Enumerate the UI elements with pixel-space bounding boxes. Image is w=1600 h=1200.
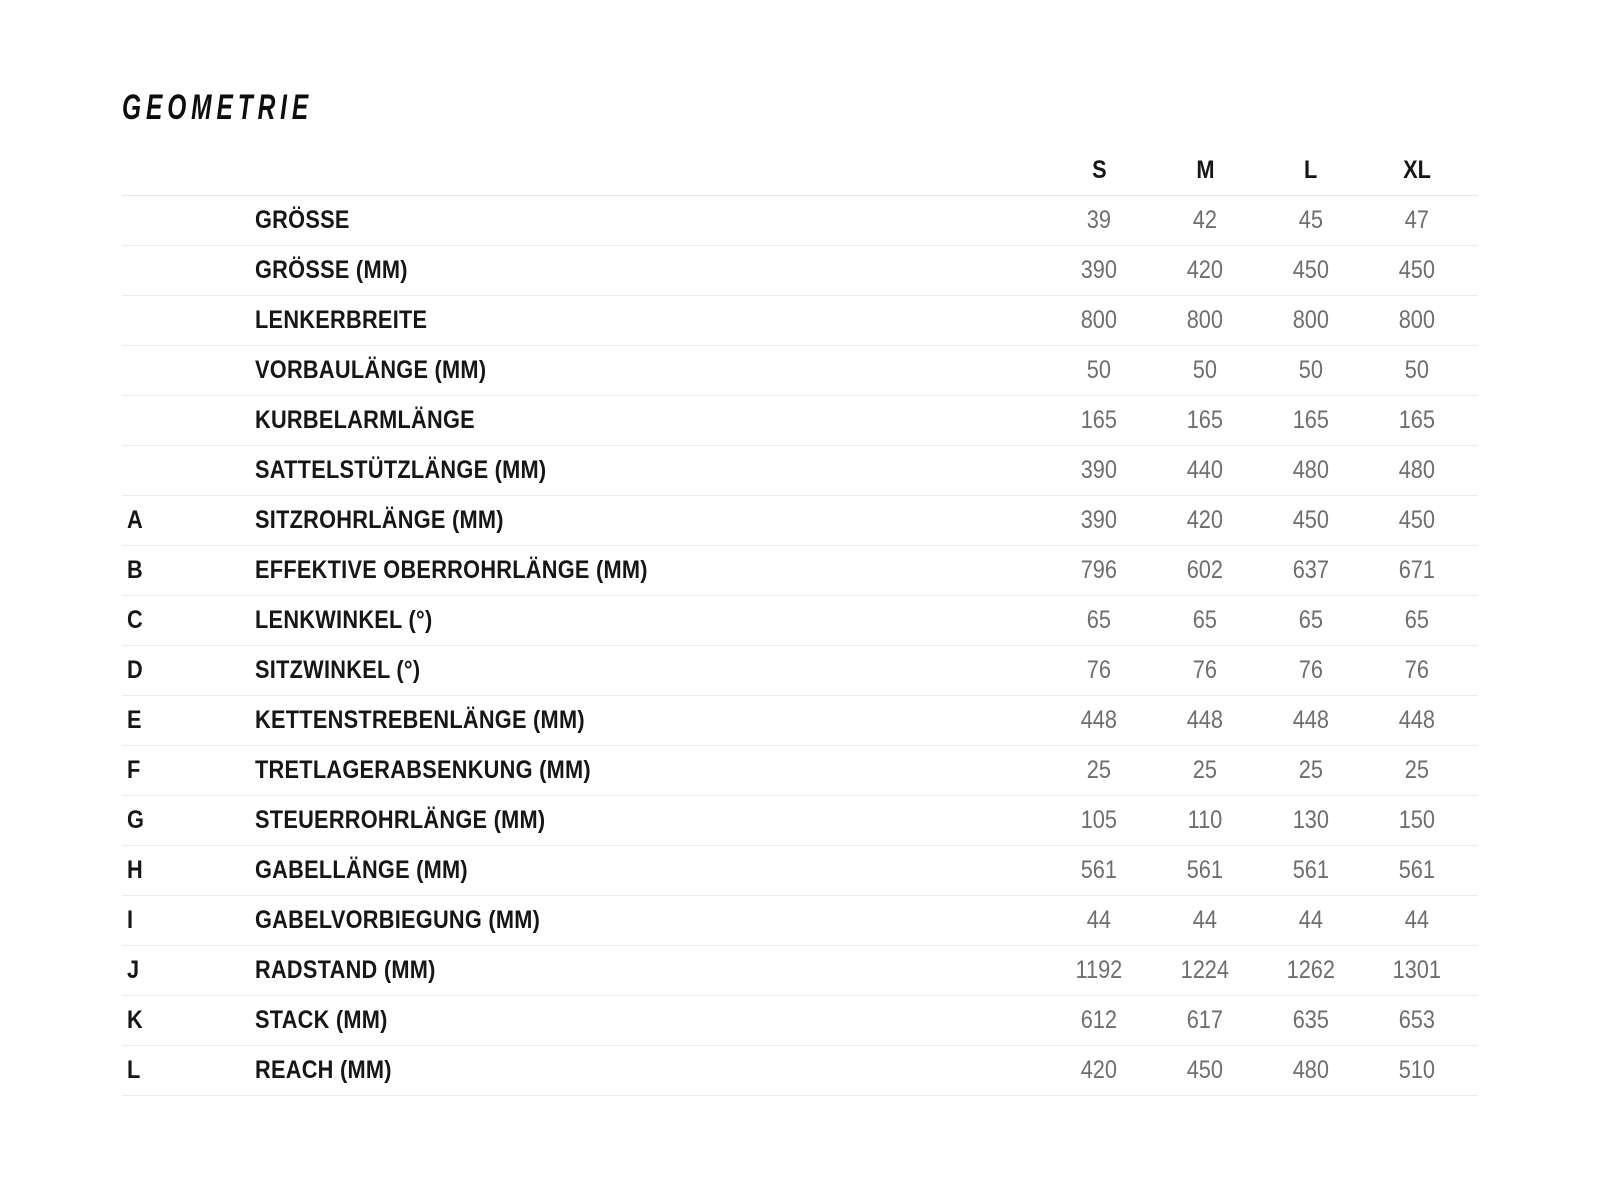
cell-value-l bbox=[1258, 706, 1364, 735]
cell-value-l-text: 165 bbox=[1292, 406, 1330, 434]
cell-value-s-text: 420 bbox=[1080, 1056, 1118, 1084]
cell-value-s bbox=[1046, 506, 1152, 535]
column-header-l bbox=[1258, 156, 1364, 185]
cell-value-xl bbox=[1364, 406, 1470, 435]
cell-value-m-text: 44 bbox=[1192, 906, 1218, 934]
row-letter bbox=[122, 306, 255, 335]
row-label bbox=[255, 256, 1046, 285]
row-letter bbox=[122, 956, 255, 985]
cell-value-l bbox=[1258, 556, 1364, 585]
row-label bbox=[255, 406, 1046, 435]
cell-value-m-text: 602 bbox=[1186, 556, 1224, 584]
cell-value-xl bbox=[1364, 956, 1470, 985]
row-letter-text: F bbox=[127, 756, 141, 784]
cell-value-m bbox=[1152, 956, 1258, 985]
cell-value-m-text: 50 bbox=[1192, 356, 1218, 384]
cell-value-xl bbox=[1364, 1056, 1470, 1085]
cell-value-m bbox=[1152, 656, 1258, 685]
table-row bbox=[122, 946, 1478, 996]
cell-value-xl-text: 165 bbox=[1398, 406, 1436, 434]
table-row bbox=[122, 296, 1478, 346]
cell-value-l-text: 130 bbox=[1292, 806, 1330, 834]
cell-value-m bbox=[1152, 1006, 1258, 1035]
cell-value-xl-text: 800 bbox=[1398, 306, 1436, 334]
cell-value-s-text: 39 bbox=[1086, 206, 1112, 234]
cell-value-l bbox=[1258, 356, 1364, 385]
cell-value-s bbox=[1046, 456, 1152, 485]
row-letter bbox=[122, 806, 255, 835]
cell-value-l-text: 635 bbox=[1292, 1006, 1330, 1034]
geometry-section bbox=[0, 88, 1600, 1096]
cell-value-xl-text: 65 bbox=[1404, 606, 1430, 634]
row-label-text: KETTENSTREBENLÄNGE (MM) bbox=[255, 706, 585, 734]
row-letter-text: A bbox=[127, 506, 143, 534]
cell-value-m-text: 110 bbox=[1187, 806, 1223, 834]
cell-value-s bbox=[1046, 856, 1152, 885]
cell-value-xl-text: 480 bbox=[1398, 456, 1436, 484]
row-letter-text: D bbox=[127, 656, 143, 684]
row-label bbox=[255, 906, 1046, 935]
row-label-text: LENKWINKEL (°) bbox=[255, 606, 433, 634]
cell-value-m bbox=[1152, 306, 1258, 335]
cell-value-xl-text: 25 bbox=[1404, 756, 1430, 784]
cell-value-l bbox=[1258, 506, 1364, 535]
row-label bbox=[255, 806, 1046, 835]
row-label-text: STEUERROHRLÄNGE (MM) bbox=[255, 806, 546, 834]
cell-value-m bbox=[1152, 756, 1258, 785]
cell-value-xl bbox=[1364, 906, 1470, 935]
table-row bbox=[122, 596, 1478, 646]
row-label bbox=[255, 206, 1046, 235]
row-letter-text: E bbox=[127, 706, 142, 734]
row-letter bbox=[122, 206, 255, 235]
cell-value-xl bbox=[1364, 306, 1470, 335]
row-label-text: GABELVORBIEGUNG (MM) bbox=[255, 906, 541, 934]
row-label-text: SITZROHRLÄNGE (MM) bbox=[255, 506, 504, 534]
cell-value-l-text: 450 bbox=[1292, 256, 1330, 284]
cell-value-m-text: 800 bbox=[1186, 306, 1224, 334]
row-letter bbox=[122, 906, 255, 935]
cell-value-l bbox=[1258, 956, 1364, 985]
cell-value-s bbox=[1046, 656, 1152, 685]
row-label-text: VORBAULÄNGE (MM) bbox=[255, 356, 487, 384]
row-letter-text: K bbox=[127, 1006, 143, 1034]
row-label-text: SATTELSTÜTZLÄNGE (MM) bbox=[255, 456, 547, 484]
row-label-text: GABELLÄNGE (MM) bbox=[255, 856, 468, 884]
cell-value-s-text: 800 bbox=[1080, 306, 1118, 334]
cell-value-xl-text: 76 bbox=[1404, 656, 1430, 684]
row-label bbox=[255, 606, 1046, 635]
row-letter bbox=[122, 856, 255, 885]
cell-value-s bbox=[1046, 406, 1152, 435]
column-header-s bbox=[1046, 156, 1152, 185]
cell-value-m bbox=[1152, 506, 1258, 535]
cell-value-m-text: 25 bbox=[1192, 756, 1218, 784]
cell-value-s-text: 76 bbox=[1086, 656, 1112, 684]
cell-value-m bbox=[1152, 406, 1258, 435]
row-letter-text: J bbox=[127, 956, 140, 984]
row-label bbox=[255, 506, 1046, 535]
cell-value-l bbox=[1258, 1006, 1364, 1035]
cell-value-l bbox=[1258, 306, 1364, 335]
page-title-text: GEOMETRIE bbox=[122, 88, 314, 127]
table-row bbox=[122, 196, 1478, 246]
cell-value-m-text: 76 bbox=[1192, 656, 1218, 684]
cell-value-s bbox=[1046, 306, 1152, 335]
row-letter bbox=[122, 556, 255, 585]
table-row bbox=[122, 696, 1478, 746]
cell-value-xl bbox=[1364, 506, 1470, 535]
cell-value-s-text: 44 bbox=[1086, 906, 1112, 934]
cell-value-xl-text: 448 bbox=[1398, 706, 1436, 734]
cell-value-m bbox=[1152, 1056, 1258, 1085]
table-row bbox=[122, 396, 1478, 446]
cell-value-s bbox=[1046, 806, 1152, 835]
cell-value-l bbox=[1258, 406, 1364, 435]
cell-value-xl-text: 150 bbox=[1398, 806, 1436, 834]
cell-value-xl-text: 1301 bbox=[1392, 956, 1442, 984]
row-label bbox=[255, 956, 1046, 985]
row-label bbox=[255, 856, 1046, 885]
cell-value-s bbox=[1046, 1006, 1152, 1035]
cell-value-l bbox=[1258, 256, 1364, 285]
cell-value-m bbox=[1152, 856, 1258, 885]
cell-value-s-text: 1192 bbox=[1075, 956, 1123, 984]
cell-value-m bbox=[1152, 806, 1258, 835]
cell-value-l bbox=[1258, 606, 1364, 635]
cell-value-s bbox=[1046, 956, 1152, 985]
table-row bbox=[122, 746, 1478, 796]
cell-value-s bbox=[1046, 706, 1152, 735]
cell-value-xl bbox=[1364, 606, 1470, 635]
cell-value-xl bbox=[1364, 556, 1470, 585]
cell-value-l bbox=[1258, 806, 1364, 835]
table-row bbox=[122, 546, 1478, 596]
cell-value-m bbox=[1152, 356, 1258, 385]
table-header-row bbox=[122, 146, 1478, 196]
row-letter bbox=[122, 456, 255, 485]
cell-value-s-text: 390 bbox=[1080, 506, 1118, 534]
table-row bbox=[122, 496, 1478, 546]
row-letter bbox=[122, 1056, 255, 1085]
row-letter bbox=[122, 256, 255, 285]
cell-value-xl-text: 671 bbox=[1398, 556, 1436, 584]
geometry-table bbox=[122, 146, 1478, 1096]
cell-value-m-text: 450 bbox=[1186, 1056, 1224, 1084]
cell-value-s-text: 390 bbox=[1080, 456, 1118, 484]
cell-value-l bbox=[1258, 656, 1364, 685]
row-label-text: GRÖSSE (MM) bbox=[255, 256, 408, 284]
cell-value-s bbox=[1046, 556, 1152, 585]
cell-value-xl-text: 450 bbox=[1398, 256, 1436, 284]
column-header-m bbox=[1152, 156, 1258, 185]
row-letter bbox=[122, 756, 255, 785]
row-label-text: EFFEKTIVE OBERROHRLÄNGE (MM) bbox=[255, 556, 648, 584]
cell-value-l-text: 450 bbox=[1292, 506, 1330, 534]
cell-value-m-text: 420 bbox=[1186, 256, 1224, 284]
cell-value-l-text: 45 bbox=[1298, 206, 1324, 234]
cell-value-m-text: 420 bbox=[1186, 506, 1224, 534]
row-label-text: KURBELARMLÄNGE bbox=[255, 406, 475, 434]
cell-value-m-text: 440 bbox=[1186, 456, 1224, 484]
cell-value-xl bbox=[1364, 706, 1470, 735]
cell-value-xl bbox=[1364, 806, 1470, 835]
table-row bbox=[122, 846, 1478, 896]
cell-value-s-text: 165 bbox=[1080, 406, 1118, 434]
page-title bbox=[122, 88, 1478, 128]
cell-value-s-text: 561 bbox=[1080, 856, 1118, 884]
cell-value-l-text: 561 bbox=[1292, 856, 1330, 884]
row-letter bbox=[122, 1006, 255, 1035]
cell-value-m bbox=[1152, 256, 1258, 285]
cell-value-xl-text: 510 bbox=[1398, 1056, 1436, 1084]
column-header-s-text: S bbox=[1091, 156, 1107, 184]
cell-value-xl-text: 653 bbox=[1398, 1006, 1436, 1034]
cell-value-s bbox=[1046, 606, 1152, 635]
cell-value-s-text: 448 bbox=[1080, 706, 1118, 734]
row-label-text: REACH (MM) bbox=[255, 1056, 392, 1084]
row-label bbox=[255, 706, 1046, 735]
row-letter-text: L bbox=[127, 1056, 141, 1084]
cell-value-m-text: 165 bbox=[1186, 406, 1224, 434]
cell-value-l-text: 800 bbox=[1292, 306, 1330, 334]
row-label bbox=[255, 306, 1046, 335]
table-row bbox=[122, 896, 1478, 946]
table-rows bbox=[122, 196, 1478, 1096]
cell-value-s-text: 65 bbox=[1086, 606, 1112, 634]
cell-value-l-text: 50 bbox=[1298, 356, 1324, 384]
cell-value-m-text: 561 bbox=[1186, 856, 1224, 884]
cell-value-l-text: 480 bbox=[1292, 456, 1330, 484]
table-row bbox=[122, 796, 1478, 846]
cell-value-s bbox=[1046, 356, 1152, 385]
cell-value-xl bbox=[1364, 456, 1470, 485]
cell-value-m bbox=[1152, 456, 1258, 485]
cell-value-m bbox=[1152, 606, 1258, 635]
row-label bbox=[255, 656, 1046, 685]
table-row bbox=[122, 346, 1478, 396]
cell-value-xl bbox=[1364, 856, 1470, 885]
cell-value-s bbox=[1046, 206, 1152, 235]
cell-value-xl bbox=[1364, 756, 1470, 785]
cell-value-m-text: 448 bbox=[1186, 706, 1224, 734]
row-label-text: STACK (MM) bbox=[255, 1006, 388, 1034]
cell-value-l-text: 480 bbox=[1292, 1056, 1330, 1084]
cell-value-l bbox=[1258, 1056, 1364, 1085]
row-label bbox=[255, 1006, 1046, 1035]
cell-value-xl bbox=[1364, 656, 1470, 685]
cell-value-m bbox=[1152, 556, 1258, 585]
column-header-xl bbox=[1364, 156, 1470, 185]
row-letter-text: C bbox=[127, 606, 143, 634]
row-letter-text: I bbox=[127, 906, 134, 934]
cell-value-s-text: 612 bbox=[1080, 1006, 1118, 1034]
cell-value-m-text: 1224 bbox=[1180, 956, 1230, 984]
cell-value-xl bbox=[1364, 256, 1470, 285]
row-label bbox=[255, 1056, 1046, 1085]
cell-value-xl bbox=[1364, 1006, 1470, 1035]
cell-value-l bbox=[1258, 906, 1364, 935]
cell-value-s-text: 25 bbox=[1086, 756, 1112, 784]
row-letter-text: G bbox=[127, 806, 144, 834]
cell-value-l-text: 65 bbox=[1298, 606, 1324, 634]
table-row bbox=[122, 996, 1478, 1046]
cell-value-xl bbox=[1364, 206, 1470, 235]
cell-value-l-text: 76 bbox=[1298, 656, 1324, 684]
cell-value-m-text: 65 bbox=[1192, 606, 1218, 634]
row-letter bbox=[122, 506, 255, 535]
cell-value-xl-text: 561 bbox=[1398, 856, 1436, 884]
cell-value-l bbox=[1258, 756, 1364, 785]
cell-value-l-text: 44 bbox=[1298, 906, 1324, 934]
cell-value-m bbox=[1152, 906, 1258, 935]
cell-value-s bbox=[1046, 1056, 1152, 1085]
cell-value-m-text: 617 bbox=[1186, 1006, 1224, 1034]
row-label-text: GRÖSSE bbox=[255, 206, 350, 234]
row-label bbox=[255, 356, 1046, 385]
row-label-text: TRETLAGERABSENKUNG (MM) bbox=[255, 756, 591, 784]
cell-value-xl-text: 44 bbox=[1404, 906, 1430, 934]
row-letter bbox=[122, 706, 255, 735]
cell-value-xl bbox=[1364, 356, 1470, 385]
row-letter-text: B bbox=[127, 556, 143, 584]
cell-value-m-text: 42 bbox=[1192, 206, 1218, 234]
row-label bbox=[255, 556, 1046, 585]
row-letter-text: H bbox=[127, 856, 143, 884]
row-label-text: LENKERBREITE bbox=[255, 306, 428, 334]
row-label bbox=[255, 756, 1046, 785]
cell-value-xl-text: 50 bbox=[1404, 356, 1430, 384]
cell-value-s bbox=[1046, 756, 1152, 785]
cell-value-s-text: 796 bbox=[1080, 556, 1118, 584]
cell-value-s bbox=[1046, 906, 1152, 935]
cell-value-l bbox=[1258, 456, 1364, 485]
cell-value-s-text: 50 bbox=[1086, 356, 1112, 384]
cell-value-l-text: 637 bbox=[1292, 556, 1330, 584]
column-header-m-text: M bbox=[1195, 156, 1215, 184]
table-row bbox=[122, 646, 1478, 696]
table-row bbox=[122, 246, 1478, 296]
cell-value-xl-text: 47 bbox=[1404, 206, 1430, 234]
cell-value-m bbox=[1152, 706, 1258, 735]
cell-value-m bbox=[1152, 206, 1258, 235]
table-row bbox=[122, 446, 1478, 496]
row-label-text: SITZWINKEL (°) bbox=[255, 656, 421, 684]
row-label bbox=[255, 456, 1046, 485]
table-row bbox=[122, 1046, 1478, 1096]
cell-value-l bbox=[1258, 856, 1364, 885]
column-header-xl-text: XL bbox=[1403, 156, 1431, 184]
cell-value-s-text: 390 bbox=[1080, 256, 1118, 284]
cell-value-xl-text: 450 bbox=[1398, 506, 1436, 534]
row-letter bbox=[122, 656, 255, 685]
cell-value-s-text: 105 bbox=[1080, 806, 1118, 834]
cell-value-s bbox=[1046, 256, 1152, 285]
column-header-l-text: L bbox=[1304, 156, 1318, 184]
cell-value-l-text: 25 bbox=[1298, 756, 1324, 784]
row-letter bbox=[122, 356, 255, 385]
row-letter bbox=[122, 406, 255, 435]
cell-value-l-text: 1262 bbox=[1286, 956, 1336, 984]
cell-value-l-text: 448 bbox=[1292, 706, 1330, 734]
cell-value-l bbox=[1258, 206, 1364, 235]
row-label-text: RADSTAND (MM) bbox=[255, 956, 436, 984]
row-letter bbox=[122, 606, 255, 635]
